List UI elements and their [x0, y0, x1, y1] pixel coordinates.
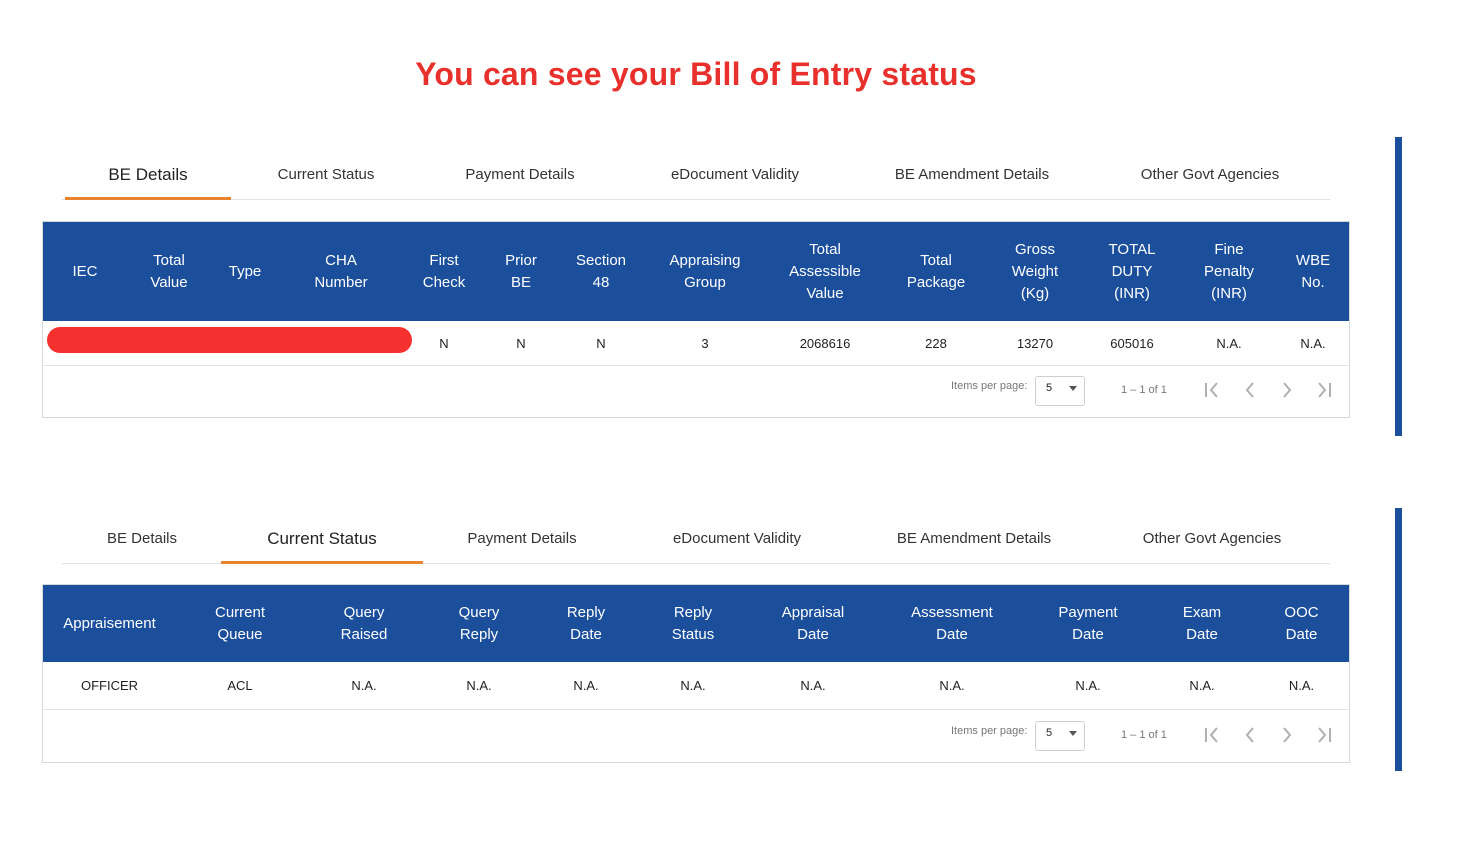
col-header-assessment-date: Assessment Date: [911, 603, 993, 643]
col-header-section-48: Section 48: [575, 251, 627, 291]
cell-wbe-no: N.A.: [1300, 335, 1326, 351]
first-page-icon[interactable]: [1201, 723, 1223, 747]
cell-payment-date: N.A.: [1075, 678, 1101, 693]
cell-first-check: N: [439, 335, 449, 351]
col-header-query-reply: Query Reply: [458, 603, 500, 643]
cell-total-package: 228: [925, 335, 947, 351]
tab-be-amendment-details[interactable]: BE Amendment Details: [896, 530, 1052, 547]
col-header-type: Type: [228, 262, 262, 280]
tab-other-govt-agencies[interactable]: Other Govt Agencies: [1140, 166, 1280, 183]
col-header-appraisement: Appraisement: [63, 614, 156, 632]
redacted-values-bar: [47, 327, 412, 353]
col-header-appraising-group: Appraising Group: [669, 251, 741, 291]
table-row: [43, 321, 1349, 366]
cell-assessment-date: N.A.: [939, 678, 965, 693]
col-header-reply-date: Reply Date: [566, 603, 606, 643]
col-header-wbe-no: WBE No.: [1295, 251, 1331, 291]
cell-ooc-date: N.A.: [1288, 678, 1315, 693]
cell-section-48: N: [596, 335, 606, 351]
col-header-cha-number: CHA Number: [314, 251, 368, 291]
col-header-total-assessible-value: Total Assessible Value: [789, 240, 861, 302]
first-page-icon[interactable]: [1201, 378, 1223, 402]
cell-total-duty: 605016: [1110, 335, 1154, 351]
cell-appraisal-date: N.A.: [800, 678, 826, 693]
col-header-total-package: Total Package: [906, 251, 966, 291]
last-page-icon[interactable]: [1313, 378, 1335, 402]
page-range-label: 1 – 1 of 1: [1121, 729, 1167, 741]
dropdown-caret-icon: [1069, 386, 1077, 391]
col-header-total-value: Total Value: [150, 251, 188, 291]
cell-query-raised: N.A.: [351, 678, 377, 693]
page-headline: You can see your Bill of Entry status: [415, 56, 977, 92]
cell-fine-penalty: N.A.: [1216, 335, 1242, 351]
cell-reply-date: N.A.: [573, 678, 599, 693]
tab-be-details[interactable]: BE Details: [106, 530, 178, 547]
tab-be-amendment-details[interactable]: BE Amendment Details: [894, 166, 1050, 183]
side-accent-bar: [1395, 137, 1402, 436]
col-header-payment-date: Payment Date: [1058, 603, 1118, 643]
tab-bar: [62, 155, 1330, 200]
cell-appraising-group: 3: [701, 335, 709, 351]
tab-current-status[interactable]: Current Status: [221, 519, 423, 564]
col-header-fine-penalty: Fine Penalty (INR): [1203, 240, 1255, 302]
cell-gross-weight: 13270: [1016, 335, 1054, 351]
prev-page-icon[interactable]: [1239, 723, 1261, 747]
be-details-table: [42, 221, 1350, 418]
cell-current-queue: ACL: [227, 678, 253, 693]
table-row: [43, 662, 1349, 710]
col-header-prior-be: Prior BE: [505, 251, 537, 291]
items-per-page-value: 5: [1046, 727, 1053, 739]
page-range-label: 1 – 1 of 1: [1121, 384, 1167, 396]
tab-edocument-validity[interactable]: eDocument Validity: [670, 166, 800, 183]
tab-edocument-validity[interactable]: eDocument Validity: [672, 530, 802, 547]
side-accent-bar: [1395, 508, 1402, 771]
items-per-page-value: 5: [1046, 382, 1053, 394]
items-per-page-select[interactable]: [1035, 721, 1085, 751]
next-page-icon[interactable]: [1276, 723, 1298, 747]
dropdown-caret-icon: [1069, 731, 1077, 736]
prev-page-icon[interactable]: [1239, 378, 1261, 402]
tab-current-status[interactable]: Current Status: [277, 166, 375, 183]
current-status-table: [42, 584, 1350, 763]
col-header-reply-status: Reply Status: [671, 603, 715, 643]
next-page-icon[interactable]: [1276, 378, 1298, 402]
col-header-first-check: First Check: [422, 251, 466, 291]
cell-appraisement: OFFICER: [80, 678, 139, 693]
paginator: [43, 366, 1349, 416]
cell-total-assessible-value: 2068616: [799, 335, 851, 351]
col-header-current-queue: Current Queue: [214, 603, 266, 643]
tab-payment-details[interactable]: Payment Details: [467, 530, 577, 547]
col-header-exam-date: Exam Date: [1182, 603, 1222, 643]
col-header-ooc-date: OOC Date: [1284, 603, 1319, 643]
tab-bar: [62, 519, 1330, 564]
items-per-page-label: Items per page:: [951, 380, 1028, 392]
items-per-page-label: Items per page:: [951, 725, 1028, 737]
table-header: [43, 585, 1349, 662]
col-header-query-raised: Query Raised: [340, 603, 388, 643]
col-header-iec: IEC: [72, 262, 98, 280]
cell-query-reply: N.A.: [466, 678, 492, 693]
tab-be-details[interactable]: BE Details: [65, 155, 231, 200]
tab-other-govt-agencies[interactable]: Other Govt Agencies: [1142, 530, 1282, 547]
paginator: [43, 711, 1349, 761]
last-page-icon[interactable]: [1313, 723, 1335, 747]
tab-payment-details[interactable]: Payment Details: [465, 166, 575, 183]
col-header-appraisal-date: Appraisal Date: [781, 603, 845, 643]
col-header-total-duty: TOTAL DUTY (INR): [1108, 240, 1156, 302]
table-header: [43, 222, 1349, 321]
cell-prior-be: N: [516, 335, 526, 351]
cell-exam-date: N.A.: [1189, 678, 1215, 693]
cell-reply-status: N.A.: [680, 678, 706, 693]
col-header-gross-weight: Gross Weight (Kg): [1011, 240, 1059, 302]
items-per-page-select[interactable]: [1035, 376, 1085, 406]
